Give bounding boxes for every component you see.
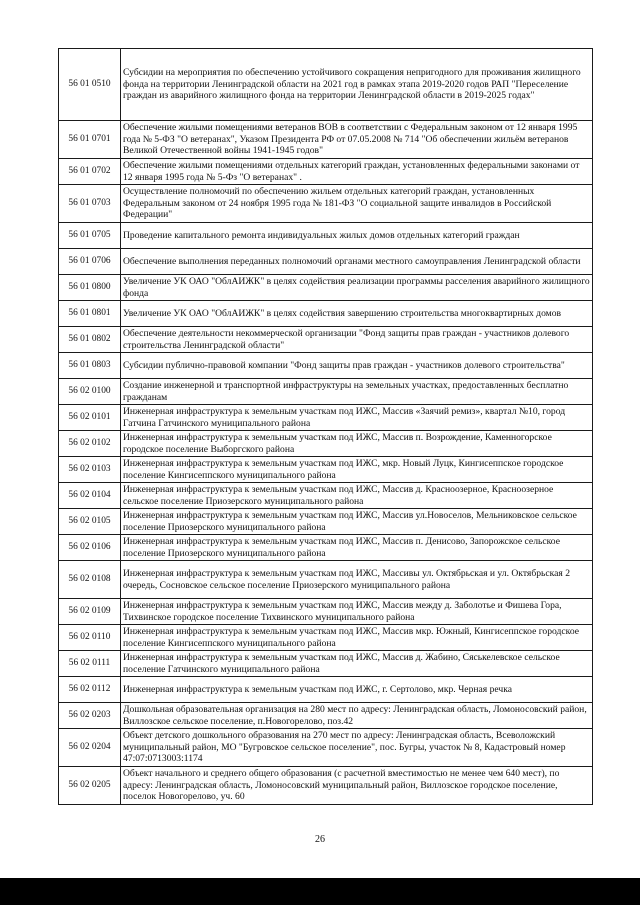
row-description: Обеспечение жилыми помещениями отдельных категорий граждан, установленных федеральными законами от 12 января 1995 года № 5-Фз "О ветеранах" . (121, 159, 593, 185)
table-row (59, 121, 593, 159)
row-description: Инженерная инфраструктура к земельным участкам под ИЖС, Массив п. Возрождение, Каменногорское городское поселение Выборгского района (121, 431, 593, 457)
row-description: Объект детского дошкольного образования на 270 мест по адресу: Ленинградская область, Всеволожский муниципальный район, МО "Бугровское сельское поселение", пос. Бугры, участок № 8, Кадастровый номер 47:07:0713003:1174 (121, 729, 593, 767)
scan-bottom-border (0, 878, 640, 905)
row-code: 56 02 0106 (59, 535, 121, 561)
table-body (59, 49, 593, 805)
table-row (59, 49, 593, 121)
row-description: Инженерная инфраструктура к земельным участкам под ИЖС, Массив мкр. Южный, Кингисеппское городское поселение Кингисеппского муниципального района (121, 625, 593, 651)
budget-code-table (58, 48, 593, 805)
row-description: Обеспечение деятельности некоммерческой организации "Фонд защиты прав граждан - участников долевого строительства Ленинградской области" (121, 327, 593, 353)
row-code: 56 01 0802 (59, 327, 121, 353)
row-code: 56 01 0800 (59, 275, 121, 301)
row-code: 56 02 0112 (59, 677, 121, 703)
row-code: 56 02 0110 (59, 625, 121, 651)
row-description: Инженерная инфраструктура к земельным участкам под ИЖС, г. Сертолово, мкр. Черная речка (121, 677, 593, 703)
table-row (59, 353, 593, 379)
row-description: Обеспечение жилыми помещениями ветеранов ВОВ в соответствии с Федеральным законом от 12 января 1995 года № 5-ФЗ "О ветеранах", Указом Президента РФ от 07.05.2008 № 714 "Об обеспечении жильём ветеранов Великой Отечественной войны 1941-1945 годов" (121, 121, 593, 159)
row-description: Субсидии публично-правовой компании "Фонд защиты прав граждан - участников долевого строительства" (121, 353, 593, 379)
table-row (59, 249, 593, 275)
table-row (59, 457, 593, 483)
row-description: Дошкольная образовательная организация на 280 мест по адресу: Ленинградская область, Ломоносовский район, Виллозское сельское поселение, п.Новогорелово, поз.42 (121, 703, 593, 729)
row-code: 56 01 0510 (59, 49, 121, 121)
row-code: 56 02 0105 (59, 509, 121, 535)
row-code: 56 02 0108 (59, 561, 121, 599)
row-description: Инженерная инфраструктура к земельным участкам под ИЖС, Массив д. Жабино, Сяськелевское сельское поселение Гатчинского муниципального района (121, 651, 593, 677)
table-row (59, 379, 593, 405)
row-description: Объект начального и среднего общего образования (с расчетной вместимостью не менее чем 640 мест), по адресу: Ленинградская область, Ломоносовский муниципальный район, Виллозское городское поселение, поселок Новогорелово, уч. 60 (121, 767, 593, 805)
table-row (59, 159, 593, 185)
row-code: 56 02 0104 (59, 483, 121, 509)
row-code: 56 02 0203 (59, 703, 121, 729)
row-code: 56 02 0103 (59, 457, 121, 483)
table-row (59, 729, 593, 767)
row-code: 56 02 0111 (59, 651, 121, 677)
table-row (59, 509, 593, 535)
row-code: 56 02 0100 (59, 379, 121, 405)
row-description: Обеспечение выполнения переданных полномочий органами местного самоуправления Ленинградской области (121, 249, 593, 275)
row-code: 56 02 0102 (59, 431, 121, 457)
row-description: Осуществление полномочий по обеспечению жильем отдельных категорий граждан, установленных Федеральным законом от 24 ноября 1995 года № 181-ФЗ "О социальной защите инвалидов в Российской Федерации" (121, 185, 593, 223)
row-description: Инженерная инфраструктура к земельным участкам под ИЖС, Массивы ул. Октябрьская и ул. Октябрьская 2 очередь, Сосновское сельское поселение Приозерского муниципального района (121, 561, 593, 599)
row-code: 56 01 0701 (59, 121, 121, 159)
table-row (59, 405, 593, 431)
row-description: Инженерная инфраструктура к земельным участкам под ИЖС, Массив «Заячий ремиз», квартал №10, город Гатчина Гатчинского муниципального района (121, 405, 593, 431)
row-code: 56 02 0101 (59, 405, 121, 431)
row-code: 56 02 0204 (59, 729, 121, 767)
row-description: Инженерная инфраструктура к земельным участкам под ИЖС, Массив между д. Заболотье и Фишева Гора, Тихвинское городское поселение Тихвинского муниципального района (121, 599, 593, 625)
row-code: 56 01 0706 (59, 249, 121, 275)
table-row (59, 767, 593, 805)
row-description: Инженерная инфраструктура к земельным участкам под ИЖС, мкр. Новый Луцк, Кингисеппское городское поселение Кингисеппского муниципального района (121, 457, 593, 483)
table-row (59, 223, 593, 249)
row-description: Создание инженерной и транспортной инфраструктуры на земельных участках, предоставленных бесплатно гражданам (121, 379, 593, 405)
row-code: 56 02 0205 (59, 767, 121, 805)
table-row (59, 185, 593, 223)
row-description: Субсидии на мероприятия по обеспечению устойчивого сокращения непригодного для проживания жилищного фонда на территории Ленинградской области на 2021 год в рамках этапа 2019-2020 годов РАП "Переселение граждан из аварийного жилищного фонда на территории Ленинградской области в 2019-2025 годах" (121, 49, 593, 121)
table-row (59, 431, 593, 457)
row-description: Инженерная инфраструктура к земельным участкам под ИЖС, Массив ул.Новоселов, Мельниковское сельское поселение Приозерского муниципального района (121, 509, 593, 535)
row-code: 56 01 0703 (59, 185, 121, 223)
table-row (59, 561, 593, 599)
row-code: 56 01 0702 (59, 159, 121, 185)
row-description: Инженерная инфраструктура к земельным участкам под ИЖС, Массив п. Денисово, Запорожское сельское поселение Приозерского муниципального района (121, 535, 593, 561)
row-code: 56 01 0705 (59, 223, 121, 249)
row-code: 56 01 0801 (59, 301, 121, 327)
table-row (59, 625, 593, 651)
row-description: Увеличение УК ОАО "ОблАИЖК" в целях содействия реализации программы расселения аварийного жилищного фонда (121, 275, 593, 301)
table-row (59, 301, 593, 327)
table-row (59, 483, 593, 509)
table-row (59, 327, 593, 353)
table-row (59, 275, 593, 301)
table-row (59, 703, 593, 729)
row-code: 56 01 0803 (59, 353, 121, 379)
table-row (59, 599, 593, 625)
row-description: Увеличение УК ОАО "ОблАИЖК" в целях содействия завершению строительства многоквартирных домов (121, 301, 593, 327)
row-description: Инженерная инфраструктура к земельным участкам под ИЖС, Массив д. Красноозерное, Красноозерное сельское поселение Приозерского муниципального района (121, 483, 593, 509)
row-description: Проведение капитального ремонта индивидуальных жилых домов отдельных категорий граждан (121, 223, 593, 249)
table-row (59, 651, 593, 677)
table-row (59, 535, 593, 561)
row-code: 56 02 0109 (59, 599, 121, 625)
table-row (59, 677, 593, 703)
page-number: 26 (315, 834, 325, 845)
